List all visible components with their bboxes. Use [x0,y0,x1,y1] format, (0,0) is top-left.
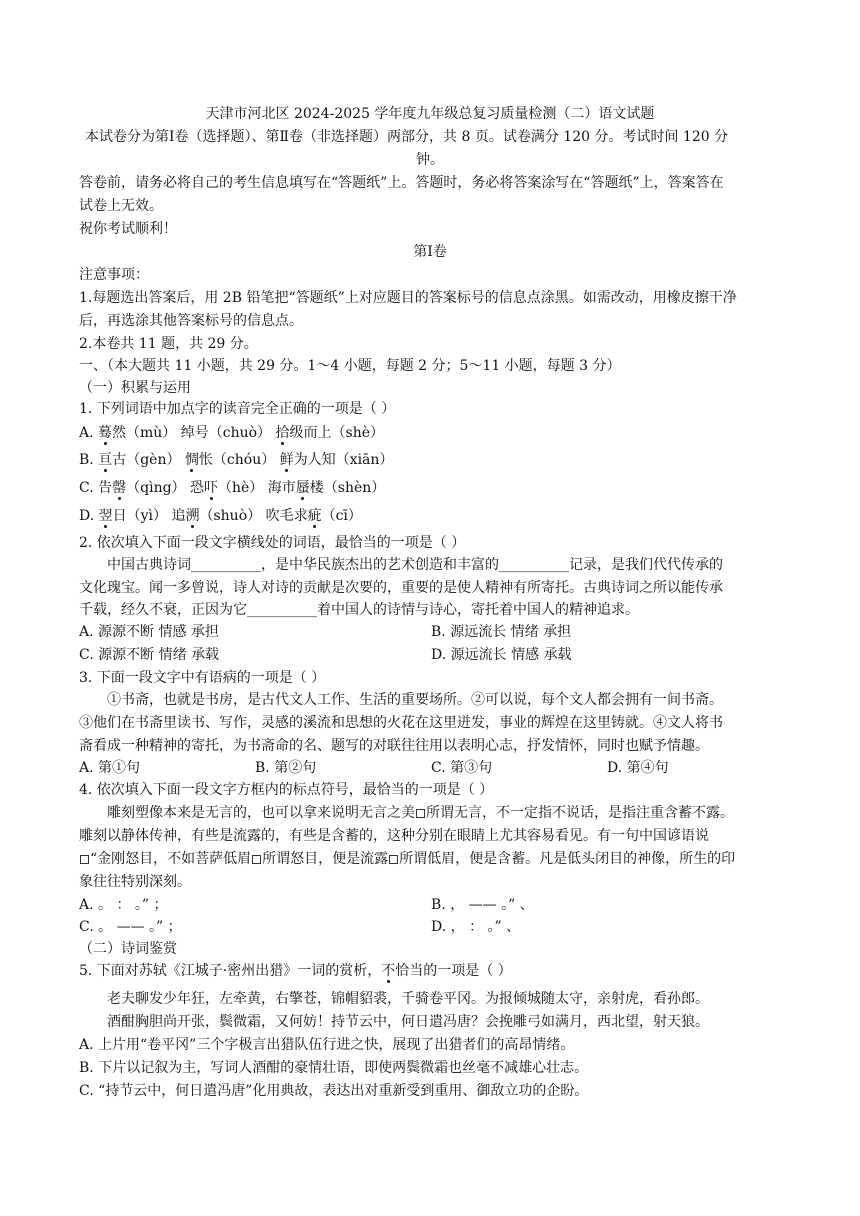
q5-verse-2: 酒酣胸胆尚开张，鬓微霜，又何妨！持节云中，何日遣冯唐？会挽雕弓如满月，西北望，射天狼。 [107,1014,709,1030]
q2-option-d: D. 源远流长 情感 承载 [431,647,572,663]
note-2: 2.本卷共 11 题，共 29 分。 [79,336,258,352]
punctuation-box-2 [80,855,89,864]
q2-option-c: C. 源源不断 情绪 承载 [79,647,220,663]
q2-stem: 2. 依次填入下面一段文字横线处的词语，最恰当的一项是（ ） [79,535,466,551]
punctuation-box-1 [416,809,425,818]
q2-passage-3: 千载，经久不衰，正因为它__________着中国人的诗情与诗心，寄托着中国人的精神追求。 [79,602,639,618]
q4-passage-3: “金刚怒目，不如菩萨低眉 所谓怒目，便是流露 所谓低眉，便是含蓄。凡是低头闭目的神像，所生的印 [79,849,800,871]
q2-passage-2: 文化瑰宝。闻一多曾说，诗人对诗的贡献是次要的，重要的是使人精神有所寄托。古典诗词之所以能传承 [79,580,723,596]
q1-option-b: B. 亘古（gèn） 惆怅（chóu） 鲜为人知（xiān） [79,452,394,468]
punctuation-box-3 [252,855,261,864]
q5-stem: 5. 下面对苏轼《江城子·密州出猎》一词的赏析，不恰当的一项是（ ） [79,963,512,979]
q4-passage-2: 雕刻以静体传神，有些是流露的，有些是含蓄的，这种分别在眼睛上尤其容易看见。有一句中国谚语说 [79,828,709,844]
q5-option-c: C. “持节云中，何日遣冯唐”化用典故，表达出对重新受到重用、御敌立功的企盼。 [79,1083,589,1099]
q3-stem: 3. 下面一段文字中有语病的一项是（ ） [79,670,326,686]
q3-passage-3: 斋看成一种精神的寄托，为书斋命的名、题写的对联往往用以表明心志，抒发情怀，同时也赋予情趣。 [79,738,709,754]
q1-option-d: D. 翌日（yì） 追溯（shuò） 吹毛求疵（cī） [79,508,362,524]
q3-option-b: B. 第②句 [255,760,317,776]
subsection-accumulation: （一）积累与运用 [79,380,191,396]
punctuation-box-4 [389,855,398,864]
subsection-poetry: （二）诗词鉴赏 [79,941,177,957]
q3-option-c: C. 第③句 [431,760,493,776]
good-luck: 祝你考试顺利！ [79,221,177,237]
q4-passage-4: 象往往特别深刻。 [79,874,191,890]
notice-line-2: 试卷上无效。 [79,198,163,214]
notes-label: 注意事项： [79,267,149,283]
q4-stem: 4. 依次填入下面一段文字方框内的标点符号，最恰当的一项是（ ） [79,782,494,798]
note-1b: 后，再选涂其他答案标号的信息点。 [79,313,303,329]
q3-option-a: A. 第①句 [79,760,141,776]
q2-option-b: B. 源远流长 情绪 承担 [431,624,572,640]
q5-option-a: A. 上片用“卷平冈”三个字极言出猎队伍行进之快，展现了出猎者们的高昂情绪。 [79,1037,575,1053]
q4-option-c: C. 。 —— 。” ； [79,919,182,935]
q5-verse-1: 老夫聊发少年狂，左牵黄，右擎苍，锦帽貂裘，千骑卷平冈。为报倾城随太守，亲射虎，看孙郎。 [107,991,709,1007]
q1-option-c: C. 告罄（qìng） 恐吓（hè） 海市蜃楼（shèn） [79,480,386,496]
q4-option-a: A. 。 ： 。” ； [79,897,168,913]
note-1a: 1.每题选出答案后，用 2B 铅笔把“答题纸”上对应题目的答案标号的信息点涂黑。如需改动，用橡皮擦干净 [79,290,737,306]
q3-passage-1: ①书斋，也就是书房，是古代文人工作、生活的重要场所。②可以说，每个文人都会拥有一间书斋。 [107,692,723,708]
q3-passage-2: ③他们在书斋里读书、写作，灵感的溪流和思想的火花在这里迸发，事业的辉煌在这里铸就。④文人将书 [79,715,723,731]
q1-option-a: A. 蓦然（mù） 绰号（chuò） 拾级而上（shè） [79,425,385,441]
intro-line-1: 本试卷分为第Ⅰ卷（选择题）、第Ⅱ卷（非选择题）两部分，共 8 页。试卷满分 120 分。考试时间 120 分 [85,129,729,145]
q2-option-a: A. 源源不断 情感 承担 [79,624,219,640]
intro-line-2: 钟。 [416,152,444,168]
exam-title: 天津市河北区 2024-2025 学年度九年级总复习质量检测（二）语文试题 [205,106,655,122]
q4-option-d: D. ， ： 。” 、 [431,919,521,935]
part-one-heading: 第Ⅰ卷 [413,244,447,260]
q4-passage-1: 雕刻塑像本来是无言的，也可以拿来说明无言之美 所谓无言，不一定指不说话，是指注重含蓄不露。 [107,805,734,821]
q3-option-d: D. 第④句 [607,760,669,776]
q2-passage-1: 中国古典诗词__________，是中华民族杰出的艺术创造和丰富的__________记录，是我们代代传承的 [107,557,723,573]
q4-option-b: B. ， —— 。” 、 [431,897,534,913]
section-one-heading: 一、（本大题共 11 小题，共 29 分。1～4 小题，每题 2 分；5～11 小题，每题 3 分） [79,358,621,374]
notice-line-1: 答卷前，请务必将自己的考生信息填写在“答题纸”上。答题时，务必将答案涂写在“答题纸”上，答案答在 [79,175,724,191]
q1-stem: 1. 下列词语中加点字的读音完全正确的一项是（ ） [79,401,396,417]
q5-option-b: B. 下片以记叙为主，写词人酒酣的豪情壮语，即使两鬓微霜也丝毫不减雄心壮志。 [79,1060,589,1076]
